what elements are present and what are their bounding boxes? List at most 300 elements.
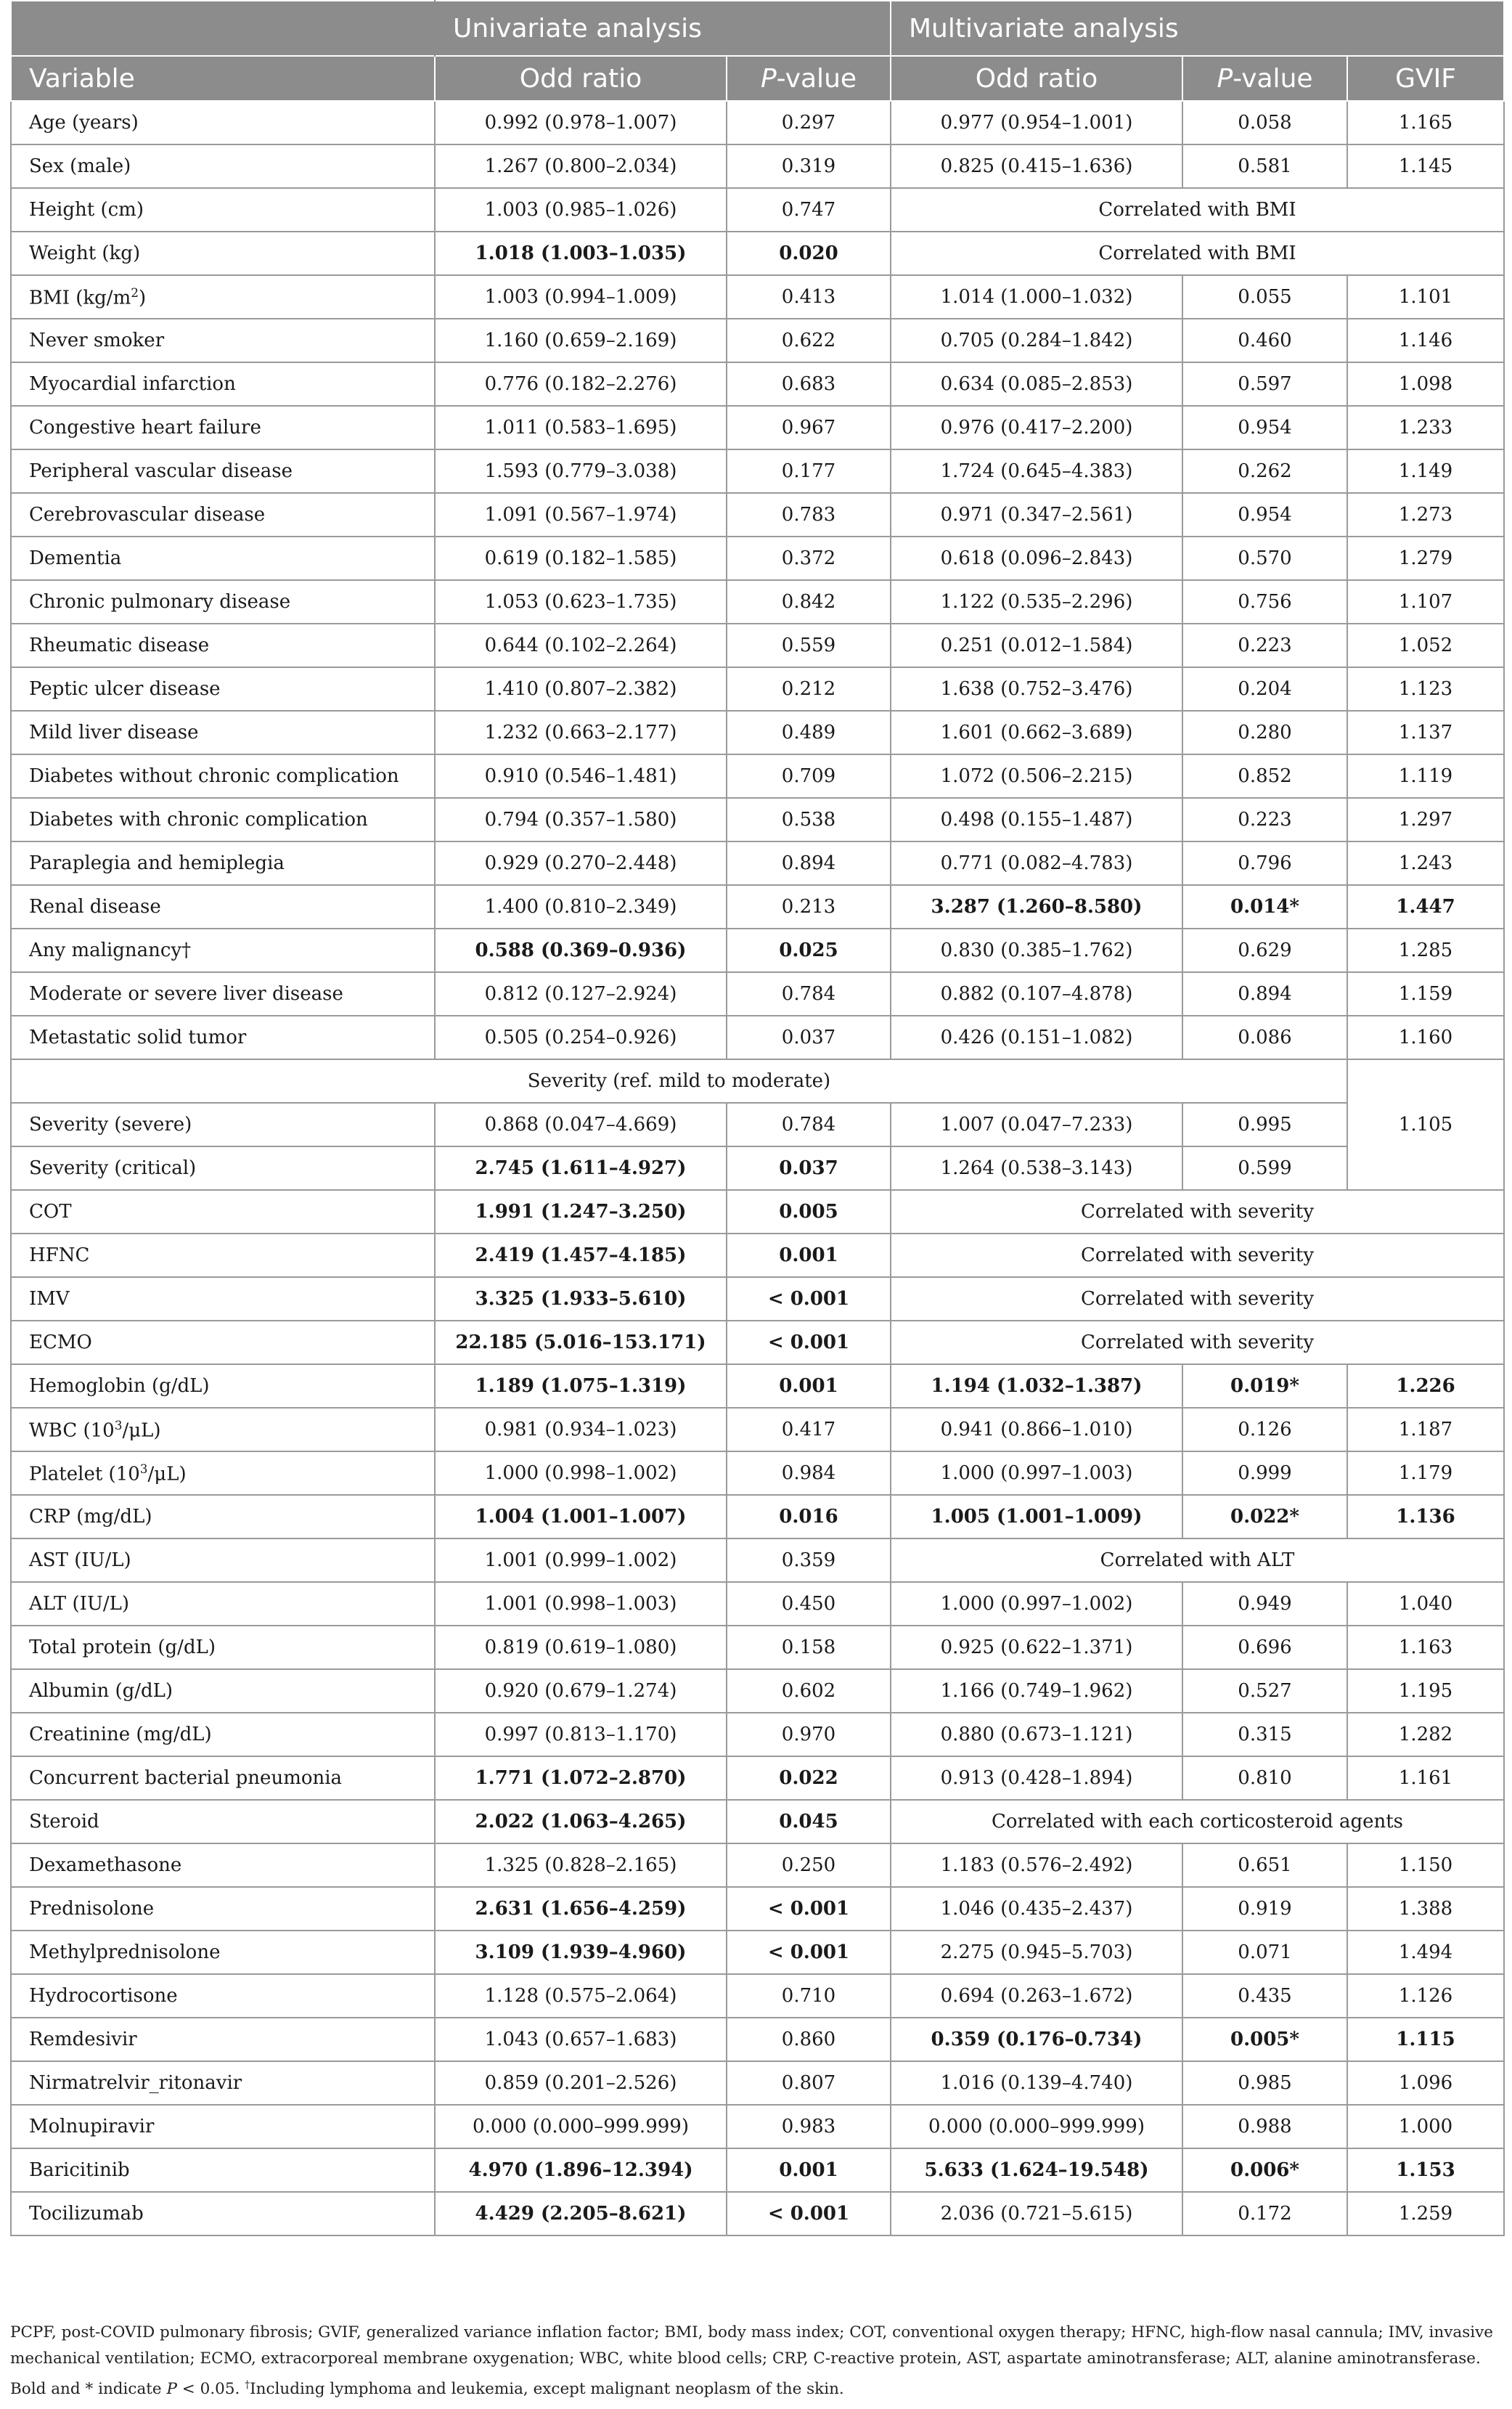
gvif-cell: 1.282 [1347, 1713, 1504, 1756]
table-body [11, 101, 1504, 2235]
multi-odd-ratio-cell: 1.014 (1.000–1.032) [891, 275, 1182, 319]
variable-cell: Platelet $(10^3/\mu L)$ [11, 1451, 435, 1495]
uni-odd-ratio-cell: 3.109 (1.939–4.960) [435, 1931, 727, 1974]
variable-cell: Peripheral vascular disease [11, 449, 435, 493]
multi-odd-ratio-cell: 2.036 (0.721–5.615) [891, 2192, 1182, 2235]
header-row-columns [11, 56, 1504, 101]
uni-p-value-cell: 0.602 [727, 1669, 891, 1713]
uni-odd-ratio-cell: 1.000 (0.998–1.002) [435, 1451, 727, 1495]
table-footnote [10, 2320, 1503, 2402]
multi-odd-ratio-cell: 0.498 (0.155–1.487) [891, 798, 1182, 841]
table-row [11, 841, 1504, 885]
variable-cell: Any malignancy† [11, 929, 435, 972]
uni-p-value-cell: 0.359 [727, 1538, 891, 1582]
multi-p-value-cell: 0.597 [1182, 362, 1347, 406]
multi-p-value-cell: 0.005* [1182, 2018, 1347, 2061]
multi-odd-ratio-cell: 1.183 (0.576–2.492) [891, 1843, 1182, 1887]
variable-cell: Baricitinib [11, 2148, 435, 2192]
multi-odd-ratio-cell: 1.122 (0.535–2.296) [891, 580, 1182, 624]
table-row [11, 362, 1504, 406]
gvif-cell: 1.195 [1347, 1669, 1504, 1713]
multi-p-value-cell: 0.988 [1182, 2105, 1347, 2148]
multi-p-value-cell: 0.894 [1182, 972, 1347, 1016]
uni-odd-ratio-cell: 1.232 (0.663–2.177) [435, 711, 727, 754]
multi-p-value-header: P-value [1182, 56, 1347, 101]
multi-p-value-cell: 0.796 [1182, 841, 1347, 885]
table-row [11, 624, 1504, 667]
variable-cell: Hydrocortisone [11, 1974, 435, 2018]
uni-odd-ratio-cell: 1.189 (1.075–1.319) [435, 1364, 727, 1408]
multi-odd-ratio-cell: 1.016 (0.139–4.740) [891, 2061, 1182, 2105]
correlation-note-cell: Correlated with ALT [891, 1538, 1504, 1582]
multi-p-value-cell: 0.570 [1182, 537, 1347, 580]
multi-p-value-cell: 0.995 [1182, 1103, 1347, 1146]
uni-odd-ratio-cell: 1.003 (0.985–1.026) [435, 188, 727, 232]
multi-odd-ratio-cell: 0.825 (0.415–1.636) [891, 144, 1182, 188]
variable-cell: Myocardial infarction [11, 362, 435, 406]
variable-cell: IMV [11, 1277, 435, 1321]
multi-p-value-cell: 0.919 [1182, 1887, 1347, 1931]
table-row [11, 1626, 1504, 1669]
multi-p-value-cell: 0.006* [1182, 2148, 1347, 2192]
gvif-cell: 1.146 [1347, 319, 1504, 362]
variable-cell: Dementia [11, 537, 435, 580]
variable-cell: Steroid [11, 1800, 435, 1843]
uni-p-value-cell: 0.001 [727, 1364, 891, 1408]
uni-p-value-cell: 0.967 [727, 406, 891, 449]
variable-cell: Weight (kg) [11, 232, 435, 275]
uni-odd-ratio-cell: 1.043 (0.657–1.683) [435, 2018, 727, 2061]
gvif-cell: 1.126 [1347, 1974, 1504, 2018]
multi-odd-ratio-cell: 0.976 (0.417–2.200) [891, 406, 1182, 449]
uni-odd-ratio-cell: 0.859 (0.201–2.526) [435, 2061, 727, 2105]
table-row [11, 1451, 1504, 1495]
uni-odd-ratio-cell: 1.400 (0.810–2.349) [435, 885, 727, 929]
variable-cell: HFNC [11, 1234, 435, 1277]
uni-p-value-cell: 0.020 [727, 232, 891, 275]
uni-p-value-cell: 0.005 [727, 1190, 891, 1234]
uni-odd-ratio-cell: 1.011 (0.583–1.695) [435, 406, 727, 449]
uni-p-value-cell: 0.045 [727, 1800, 891, 1843]
variable-cell: ALT (IU/L) [11, 1582, 435, 1626]
multi-p-value-cell: 0.852 [1182, 754, 1347, 798]
correlation-note-cell: Correlated with severity [891, 1321, 1504, 1364]
multi-p-value-cell: 0.315 [1182, 1713, 1347, 1756]
correlation-note-cell: Correlated with each corticosteroid agents [891, 1800, 1504, 1843]
table-row [11, 2018, 1504, 2061]
variable-cell: Moderate or severe liver disease [11, 972, 435, 1016]
table-row [11, 1364, 1504, 1408]
uni-p-value-cell: 0.983 [727, 2105, 891, 2148]
gvif-column-header: GVIF [1347, 56, 1504, 101]
uni-p-value-cell: 0.710 [727, 1974, 891, 2018]
table-row [11, 580, 1504, 624]
table-row [11, 1538, 1504, 1582]
table-row [11, 798, 1504, 841]
multi-p-value-cell: 0.435 [1182, 1974, 1347, 2018]
uni-p-value-cell: 0.022 [727, 1756, 891, 1800]
uni-p-value-cell: 0.001 [727, 2148, 891, 2192]
uni-odd-ratio-cell: 0.819 (0.619–1.080) [435, 1626, 727, 1669]
variable-cell: Metastatic solid tumor [11, 1016, 435, 1059]
gvif-cell: 1.150 [1347, 1843, 1504, 1887]
gvif-cell: 1.105 [1347, 1059, 1504, 1190]
gvif-cell: 1.259 [1347, 2192, 1504, 2235]
table-row [11, 2148, 1504, 2192]
multi-odd-ratio-header: Odd ratio [891, 56, 1182, 101]
footnote-line-1: PCPF, post-COVID pulmonary fibrosis; GVIF, generalized variance inflation factor; BMI, body mass index; COT, conventional oxygen therapy; HFNC, high-flow nasal cannula; IMV, invasive [10, 2323, 1493, 2341]
gvif-cell: 1.000 [1347, 2105, 1504, 2148]
multi-odd-ratio-cell: 0.694 (0.263–1.672) [891, 1974, 1182, 2018]
multi-p-value-cell: 0.019* [1182, 1364, 1347, 1408]
gvif-cell: 1.273 [1347, 493, 1504, 537]
gvif-cell: 1.101 [1347, 275, 1504, 319]
multi-p-value-cell: 0.985 [1182, 2061, 1347, 2105]
gvif-cell: 1.165 [1347, 101, 1504, 144]
multi-odd-ratio-cell: 0.830 (0.385–1.762) [891, 929, 1182, 972]
uni-p-value-cell: < 0.001 [727, 1931, 891, 1974]
multi-odd-ratio-cell: 1.005 (1.001–1.009) [891, 1495, 1182, 1538]
uni-odd-ratio-cell: 1.001 (0.998–1.003) [435, 1582, 727, 1626]
uni-odd-ratio-cell: 1.128 (0.575–2.064) [435, 1974, 727, 2018]
uni-p-value-cell: 0.372 [727, 537, 891, 580]
multi-p-value-cell: 0.022* [1182, 1495, 1347, 1538]
variable-cell: BMI $(kg/m^2)$ [11, 275, 435, 319]
uni-odd-ratio-cell: 2.419 (1.457–4.185) [435, 1234, 727, 1277]
multi-p-value-cell: 0.126 [1182, 1408, 1347, 1451]
uni-odd-ratio-cell: 0.997 (0.813–1.170) [435, 1713, 727, 1756]
uni-p-value-cell: < 0.001 [727, 1887, 891, 1931]
uni-p-value-cell: 0.001 [727, 1234, 891, 1277]
multi-odd-ratio-cell: 1.000 (0.997–1.002) [891, 1582, 1182, 1626]
uni-p-value-cell: 0.016 [727, 1495, 891, 1538]
multi-p-value-cell: 0.223 [1182, 624, 1347, 667]
uni-p-value-cell: 0.783 [727, 493, 891, 537]
table-row [11, 1321, 1504, 1364]
uni-p-value-cell: 0.538 [727, 798, 891, 841]
multi-odd-ratio-cell: 0.426 (0.151–1.082) [891, 1016, 1182, 1059]
uni-p-value-header: P-value [727, 56, 891, 101]
table-row [11, 1146, 1504, 1190]
multi-odd-ratio-cell: 0.251 (0.012–1.584) [891, 624, 1182, 667]
variable-cell: Dexamethasone [11, 1843, 435, 1887]
uni-p-value-cell: 0.747 [727, 188, 891, 232]
table-row [11, 667, 1504, 711]
multi-odd-ratio-cell: 0.971 (0.347–2.561) [891, 493, 1182, 537]
uni-odd-ratio-cell: 0.868 (0.047–4.669) [435, 1103, 727, 1146]
uni-odd-ratio-cell: 1.018 (1.003–1.035) [435, 232, 727, 275]
gvif-cell: 1.160 [1347, 1016, 1504, 1059]
gvif-cell: 1.161 [1347, 1756, 1504, 1800]
uni-odd-ratio-cell: 1.053 (0.623–1.735) [435, 580, 727, 624]
uni-odd-ratio-cell: 0.910 (0.546–1.481) [435, 754, 727, 798]
uni-odd-ratio-cell: 1.771 (1.072–2.870) [435, 1756, 727, 1800]
gvif-cell: 1.123 [1347, 667, 1504, 711]
uni-odd-ratio-cell: 3.325 (1.933–5.610) [435, 1277, 727, 1321]
table-row [11, 885, 1504, 929]
variable-cell: Renal disease [11, 885, 435, 929]
variable-cell: COT [11, 1190, 435, 1234]
uni-odd-ratio-cell: 0.644 (0.102–2.264) [435, 624, 727, 667]
table-row [11, 232, 1504, 275]
uni-odd-ratio-cell: 0.929 (0.270–2.448) [435, 841, 727, 885]
variable-cell: Nirmatrelvir_ritonavir [11, 2061, 435, 2105]
variable-cell: Diabetes with chronic complication [11, 798, 435, 841]
table-row [11, 188, 1504, 232]
multi-p-value-cell: 0.071 [1182, 1931, 1347, 1974]
gvif-cell: 1.098 [1347, 362, 1504, 406]
table-row [11, 2105, 1504, 2148]
variable-cell: Sex (male) [11, 144, 435, 188]
variable-cell: WBC $(10^3/\mu L)$ [11, 1408, 435, 1451]
uni-odd-ratio-cell: 2.022 (1.063–4.265) [435, 1800, 727, 1843]
table-row [11, 1974, 1504, 2018]
variable-cell: Severity (severe) [11, 1103, 435, 1146]
multi-odd-ratio-cell: 1.601 (0.662–3.689) [891, 711, 1182, 754]
multi-odd-ratio-cell: 3.287 (1.260–8.580) [891, 885, 1182, 929]
uni-odd-ratio-cell: 1.410 (0.807–2.382) [435, 667, 727, 711]
uni-odd-ratio-cell: 1.991 (1.247–3.250) [435, 1190, 727, 1234]
multi-p-value-cell: 0.581 [1182, 144, 1347, 188]
uni-odd-ratio-cell: 0.992 (0.978–1.007) [435, 101, 727, 144]
correlation-note-cell: Correlated with severity [891, 1277, 1504, 1321]
variable-cell: Severity (critical) [11, 1146, 435, 1190]
uni-odd-ratio-cell: 22.185 (5.016–153.171) [435, 1321, 727, 1364]
multi-p-value-cell: 0.810 [1182, 1756, 1347, 1800]
table-row [11, 1582, 1504, 1626]
multi-odd-ratio-cell: 2.275 (0.945–5.703) [891, 1931, 1182, 1974]
variable-cell: AST (IU/L) [11, 1538, 435, 1582]
uni-odd-ratio-cell: 0.981 (0.934–1.023) [435, 1408, 727, 1451]
multi-p-value-cell: 0.086 [1182, 1016, 1347, 1059]
variable-cell: Never smoker [11, 319, 435, 362]
uni-p-value-cell: 0.213 [727, 885, 891, 929]
uni-odd-ratio-cell: 1.003 (0.994–1.009) [435, 275, 727, 319]
uni-odd-ratio-cell: 4.429 (2.205–8.621) [435, 2192, 727, 2235]
table-row [11, 275, 1504, 319]
multi-p-value-cell: 0.629 [1182, 929, 1347, 972]
gvif-cell: 1.243 [1347, 841, 1504, 885]
uni-odd-ratio-cell: 4.970 (1.896–12.394) [435, 2148, 727, 2192]
uni-p-value-cell: 0.489 [727, 711, 891, 754]
table-row [11, 319, 1504, 362]
variable-cell: Prednisolone [11, 1887, 435, 1931]
table-row [11, 1713, 1504, 1756]
table-row [11, 1495, 1504, 1538]
multi-odd-ratio-cell: 0.941 (0.866–1.010) [891, 1408, 1182, 1451]
uni-p-value-cell: 0.842 [727, 580, 891, 624]
gvif-cell: 1.115 [1347, 2018, 1504, 2061]
multi-odd-ratio-cell: 1.166 (0.749–1.962) [891, 1669, 1182, 1713]
gvif-cell: 1.159 [1347, 972, 1504, 1016]
uni-p-value-cell: 0.413 [727, 275, 891, 319]
variable-cell: Methylprednisolone [11, 1931, 435, 1974]
uni-p-value-cell: 0.212 [727, 667, 891, 711]
uni-p-value-cell: 0.177 [727, 449, 891, 493]
table-row [11, 1931, 1504, 1974]
variable-cell: Albumin (g/dL) [11, 1669, 435, 1713]
table-row [11, 2192, 1504, 2235]
gvif-cell: 1.233 [1347, 406, 1504, 449]
multi-p-value-cell: 0.954 [1182, 406, 1347, 449]
uni-p-value-cell: 0.709 [727, 754, 891, 798]
multi-odd-ratio-cell: 1.000 (0.997–1.003) [891, 1451, 1182, 1495]
uni-odd-ratio-cell: 1.160 (0.659–2.169) [435, 319, 727, 362]
table-row [11, 537, 1504, 580]
table-row-severity-reference [11, 1059, 1504, 1103]
table-row [11, 754, 1504, 798]
multi-odd-ratio-cell: 0.634 (0.085–2.853) [891, 362, 1182, 406]
gvif-cell: 1.279 [1347, 537, 1504, 580]
multi-odd-ratio-cell: 1.264 (0.538–3.143) [891, 1146, 1182, 1190]
variable-cell: Hemoglobin (g/dL) [11, 1364, 435, 1408]
multi-p-value-cell: 0.262 [1182, 449, 1347, 493]
univariate-header: Univariate analysis [435, 1, 891, 56]
multi-p-value-cell: 0.280 [1182, 711, 1347, 754]
table-row [11, 2061, 1504, 2105]
uni-odd-ratio-cell: 0.920 (0.679–1.274) [435, 1669, 727, 1713]
gvif-cell: 1.107 [1347, 580, 1504, 624]
multi-p-value-cell: 0.172 [1182, 2192, 1347, 2235]
table-row [11, 1103, 1504, 1146]
gvif-cell: 1.494 [1347, 1931, 1504, 1974]
uni-p-value-cell: 0.319 [727, 144, 891, 188]
table-row [11, 1800, 1504, 1843]
gvif-cell: 1.119 [1347, 754, 1504, 798]
variable-cell: Diabetes without chronic complication [11, 754, 435, 798]
gvif-cell: 1.137 [1347, 711, 1504, 754]
multi-p-value-cell: 0.651 [1182, 1843, 1347, 1887]
uni-p-value-cell: 0.683 [727, 362, 891, 406]
variable-cell: Remdesivir [11, 2018, 435, 2061]
table-row [11, 449, 1504, 493]
uni-p-value-cell: 0.417 [727, 1408, 891, 1451]
multi-odd-ratio-cell: 1.072 (0.506–2.215) [891, 754, 1182, 798]
gvif-cell: 1.285 [1347, 929, 1504, 972]
gvif-cell: 1.136 [1347, 1495, 1504, 1538]
table-row [11, 1669, 1504, 1713]
multi-odd-ratio-cell: 1.046 (0.435–2.437) [891, 1887, 1182, 1931]
header-blank-cell [11, 1, 435, 56]
table-row [11, 711, 1504, 754]
multi-odd-ratio-cell: 1.194 (1.032–1.387) [891, 1364, 1182, 1408]
multi-p-value-cell: 0.055 [1182, 275, 1347, 319]
uni-p-value-cell: < 0.001 [727, 1277, 891, 1321]
multi-odd-ratio-cell: 1.007 (0.047–7.233) [891, 1103, 1182, 1146]
uni-odd-ratio-cell: 0.776 (0.182–2.276) [435, 362, 727, 406]
multi-odd-ratio-cell: 0.977 (0.954–1.001) [891, 101, 1182, 144]
multi-p-value-cell: 0.696 [1182, 1626, 1347, 1669]
gvif-cell: 1.163 [1347, 1626, 1504, 1669]
table-row [11, 493, 1504, 537]
variable-cell: Total protein (g/dL) [11, 1626, 435, 1669]
variable-column-header: Variable [11, 56, 435, 101]
severity-reference-cell: Severity (ref. mild to moderate) [11, 1059, 1347, 1103]
uni-p-value-cell: 0.025 [727, 929, 891, 972]
variable-cell: Mild liver disease [11, 711, 435, 754]
table-row [11, 1843, 1504, 1887]
table-row [11, 406, 1504, 449]
variable-cell: Congestive heart failure [11, 406, 435, 449]
correlation-note-cell: Correlated with BMI [891, 232, 1504, 275]
variable-cell: Creatinine (mg/dL) [11, 1713, 435, 1756]
gvif-cell: 1.179 [1347, 1451, 1504, 1495]
multi-odd-ratio-cell: 0.000 (0.000–999.999) [891, 2105, 1182, 2148]
header-row-groups [11, 1, 1504, 56]
variable-cell: Cerebrovascular disease [11, 493, 435, 537]
multi-odd-ratio-cell: 0.771 (0.082–4.783) [891, 841, 1182, 885]
uni-odd-ratio-cell: 0.812 (0.127–2.924) [435, 972, 727, 1016]
multi-odd-ratio-cell: 0.913 (0.428–1.894) [891, 1756, 1182, 1800]
multi-p-value-cell: 0.949 [1182, 1582, 1347, 1626]
uni-p-value-cell: 0.984 [727, 1451, 891, 1495]
uni-p-value-cell: 0.037 [727, 1146, 891, 1190]
variable-cell: Molnupiravir [11, 2105, 435, 2148]
multi-odd-ratio-cell: 0.618 (0.096–2.843) [891, 537, 1182, 580]
uni-odd-ratio-cell: 1.004 (1.001–1.007) [435, 1495, 727, 1538]
variable-cell: Paraplegia and hemiplegia [11, 841, 435, 885]
gvif-cell: 1.447 [1347, 885, 1504, 929]
multi-odd-ratio-cell: 5.633 (1.624–19.548) [891, 2148, 1182, 2192]
table-row [11, 1277, 1504, 1321]
gvif-cell: 1.145 [1347, 144, 1504, 188]
uni-p-value-cell: < 0.001 [727, 1321, 891, 1364]
uni-p-value-cell: 0.784 [727, 1103, 891, 1146]
uni-odd-ratio-cell: 1.267 (0.800–2.034) [435, 144, 727, 188]
correlation-note-cell: Correlated with severity [891, 1234, 1504, 1277]
multi-p-value-cell: 0.999 [1182, 1451, 1347, 1495]
results-table [10, 0, 1505, 2236]
uni-p-value-cell: 0.559 [727, 624, 891, 667]
uni-odd-ratio-cell: 0.000 (0.000–999.999) [435, 2105, 727, 2148]
gvif-cell: 1.153 [1347, 2148, 1504, 2192]
uni-odd-ratio-cell: 1.001 (0.999–1.002) [435, 1538, 727, 1582]
table-row [11, 1234, 1504, 1277]
uni-p-value-cell: 0.037 [727, 1016, 891, 1059]
uni-odd-ratio-cell: 2.631 (1.656–4.259) [435, 1887, 727, 1931]
multi-p-value-cell: 0.204 [1182, 667, 1347, 711]
gvif-cell: 1.297 [1347, 798, 1504, 841]
multi-odd-ratio-cell: 0.359 (0.176–0.734) [891, 2018, 1182, 2061]
multi-odd-ratio-cell: 1.724 (0.645–4.383) [891, 449, 1182, 493]
gvif-cell: 1.149 [1347, 449, 1504, 493]
table-row [11, 1756, 1504, 1800]
multi-p-value-cell: 0.223 [1182, 798, 1347, 841]
gvif-cell: 1.096 [1347, 2061, 1504, 2105]
correlation-note-cell: Correlated with BMI [891, 188, 1504, 232]
uni-p-value-cell: 0.622 [727, 319, 891, 362]
gvif-cell: 1.226 [1347, 1364, 1504, 1408]
table-row [11, 929, 1504, 972]
gvif-cell: 1.187 [1347, 1408, 1504, 1451]
multi-p-value-cell: 0.058 [1182, 101, 1347, 144]
table-row [11, 1016, 1504, 1059]
uni-p-value-cell: 0.450 [727, 1582, 891, 1626]
uni-p-value-cell: 0.860 [727, 2018, 891, 2061]
variable-cell: Chronic pulmonary disease [11, 580, 435, 624]
uni-odd-ratio-cell: 0.505 (0.254–0.926) [435, 1016, 727, 1059]
multi-p-value-cell: 0.460 [1182, 319, 1347, 362]
table-row [11, 1190, 1504, 1234]
table-row [11, 101, 1504, 144]
uni-odd-ratio-cell: 1.325 (0.828–2.165) [435, 1843, 727, 1887]
multivariate-header: Multivariate analysis [891, 1, 1504, 56]
uni-odd-ratio-cell: 0.588 (0.369–0.936) [435, 929, 727, 972]
uni-odd-ratio-cell: 2.745 (1.611–4.927) [435, 1146, 727, 1190]
table-row [11, 1887, 1504, 1931]
gvif-cell: 1.388 [1347, 1887, 1504, 1931]
uni-odd-ratio-header: Odd ratio [435, 56, 727, 101]
